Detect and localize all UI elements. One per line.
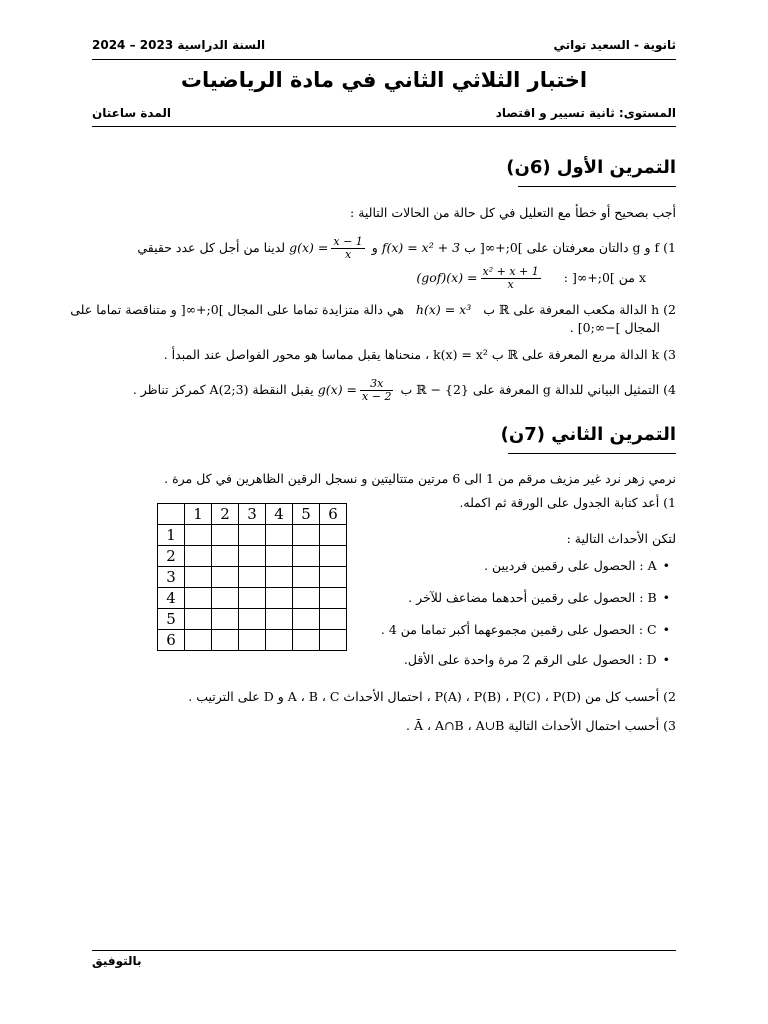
table-cell — [185, 630, 212, 651]
outcomes-table — [157, 503, 347, 651]
ex1-q4-g-denominator: x − 2 — [362, 390, 392, 403]
table-row-header: 1 — [158, 525, 185, 546]
table-cell — [293, 630, 320, 651]
event-a — [484, 557, 670, 575]
ex1-q3-text: k الدالة مربع المعرفة على ℝ ب k(x) = x² ، منحناها يقبل مماسا هو محور الفواصل عند المبدأ . — [163, 347, 660, 362]
ex1-q1-number: 1) — [663, 240, 676, 255]
ex1-q4-part2: يقبل النقطة A(2;3) كمركز تناظر . — [132, 382, 314, 397]
exercise2-title: التمرين الثاني (7ن) — [500, 424, 676, 445]
table-cell — [293, 525, 320, 546]
table-cell — [266, 588, 293, 609]
table-cell — [239, 609, 266, 630]
ex1-q4-g-fraction — [360, 378, 393, 403]
table-cell — [266, 546, 293, 567]
table-cell — [185, 525, 212, 546]
school-name: ثانوية - السعيد تواتي — [553, 38, 676, 52]
events-intro: لتكن الأحداث التالية : — [566, 531, 676, 546]
table-cell — [293, 546, 320, 567]
ex1-q3 — [164, 346, 676, 364]
bullet-icon: • — [662, 622, 670, 637]
table-cell — [320, 630, 347, 651]
table-row-header: 4 — [158, 588, 185, 609]
ex1-q4-g-numerator: 3x — [360, 378, 393, 391]
bullet-icon: • — [662, 558, 670, 573]
ex1-q3-number: 3) — [663, 347, 676, 362]
exercise2-q1: 1) أعد كتابة الجدول على الورقة ثم اكمله. — [459, 495, 676, 510]
ex1-q1-gof-numerator: x² + x + 1 — [482, 265, 539, 278]
ex1-q2-h-def: h(x) = x³ — [415, 302, 472, 317]
ex1-q2-part2: هي دالة متزايدة تماما على المجال ]0;+∞[ و متناقصة تماما على — [70, 302, 404, 317]
event-c — [381, 621, 670, 639]
ex1-q4-part1: التمثيل البياني للدالة g المعرفة على ℝ − {2} ب — [400, 382, 660, 397]
ex1-q1-gof-def — [416, 264, 543, 292]
exam-title: اختبار الثلاثي الثاني في مادة الرياضيات — [180, 68, 588, 92]
bullet-icon: • — [662, 652, 670, 667]
table-col-header: 6 — [320, 504, 347, 525]
exercise2-intro: نرمي زهر نرد غير مزيف مرقم من 1 الى 6 مرتين متتاليتين و نسجل الرقين الظاهرين في كل مرة . — [164, 471, 676, 486]
table-cell — [320, 609, 347, 630]
table-row — [158, 630, 347, 651]
ex1-q4-g-def — [318, 374, 397, 406]
table-cell — [239, 525, 266, 546]
table-cell — [185, 546, 212, 567]
ex1-q1-f-def: f(x) = x² + 3 — [381, 240, 461, 255]
event-c-text: C : الحصول على رقمين مجموعهما أكبر تماما من 4 . — [380, 622, 657, 637]
ex1-q2-number: 2) — [663, 302, 676, 317]
table-cell — [185, 609, 212, 630]
table-cell — [185, 588, 212, 609]
exercise2-underline — [508, 453, 676, 454]
table-cell — [239, 588, 266, 609]
table-cell — [185, 567, 212, 588]
table-row-header: 5 — [158, 609, 185, 630]
exercise2-q2: 2) أحسب كل من P(A) ، P(B) ، P(C) ، P(D) ، احتمال الأحداث A ، B ، C و D على الترتيب . — [188, 689, 676, 704]
table-cell — [239, 567, 266, 588]
table-cell — [212, 546, 239, 567]
event-b — [408, 589, 670, 607]
ex1-q2-line2: المجال ]−∞;0] . — [569, 320, 660, 335]
school-year: السنة الدراسية 2023 – 2024 — [92, 38, 266, 52]
ex1-q1-part2: لدينا من أجل كل عدد حقيقي — [137, 240, 286, 255]
table-cell — [212, 588, 239, 609]
table-cell — [320, 588, 347, 609]
ex1-q1-gof-lhs: (gof)(x) = — [416, 270, 478, 285]
ex1-q4-number: 4) — [663, 382, 676, 397]
duration-label: المدة ساعتان — [92, 106, 172, 120]
exercise1-instruction: أجب بصحيح أو خطأ مع التعليل في كل حالة من الحالات التالية : — [350, 205, 676, 220]
ex1-q1-gof-fraction — [481, 266, 541, 291]
event-a-text: A : الحصول على رقمين فرديين . — [484, 558, 657, 573]
table-cell — [212, 609, 239, 630]
table-row — [158, 588, 347, 609]
ex1-q1-g-denominator: x — [344, 248, 352, 261]
footer-divider — [92, 950, 676, 951]
outcomes-table-body — [158, 504, 347, 651]
table-cell — [293, 567, 320, 588]
table-cell — [293, 609, 320, 630]
table-cell — [212, 567, 239, 588]
table-row-header: 3 — [158, 567, 185, 588]
table-cell — [239, 630, 266, 651]
table-cell — [266, 567, 293, 588]
table-row — [158, 546, 347, 567]
table-cell — [239, 546, 266, 567]
ex1-q1-line1 — [137, 234, 676, 262]
bullet-icon: • — [662, 590, 670, 605]
event-b-text: B : الحصول على رقمين أحدهما مضاعف للآخر . — [408, 590, 657, 605]
ex1-q4 — [133, 374, 676, 406]
table-cell — [266, 525, 293, 546]
ex1-q1-g-numerator: x − 1 — [333, 235, 363, 248]
ex1-q1-line2 — [416, 264, 646, 292]
table-cell — [212, 630, 239, 651]
table-col-header: 2 — [212, 504, 239, 525]
table-col-header: 3 — [239, 504, 266, 525]
subheader-divider — [92, 126, 676, 127]
table-cell — [266, 630, 293, 651]
event-d-text: D : الحصول على الرقم 2 مرة واحدة على الأقل. — [403, 652, 657, 667]
table-col-header: 5 — [293, 504, 320, 525]
table-row — [158, 609, 347, 630]
table-cell — [320, 567, 347, 588]
table-cell — [212, 525, 239, 546]
ex1-q4-g-lhs: g(x) = — [317, 382, 358, 397]
table-row — [158, 525, 347, 546]
event-d — [404, 651, 670, 669]
table-cell — [293, 588, 320, 609]
header-divider — [92, 59, 676, 60]
table-header-row — [158, 504, 347, 525]
table-row-header: 6 — [158, 630, 185, 651]
ex1-q1-g-fraction — [331, 236, 364, 261]
ex1-q2-line1 — [70, 301, 676, 319]
ex1-q1-domain: x من ]0;+∞[ : — [563, 270, 646, 285]
level-label: المستوى: ثانية تسيير و اقتصاد — [495, 106, 676, 120]
exercise1-underline — [518, 186, 676, 187]
ex1-q1-part1: f و g دالتان معرفتان على ]0;+∞[ ب — [464, 240, 660, 255]
ex1-q1-g-def — [289, 234, 368, 262]
ex1-q2-part1: h الدالة مكعب المعرفة على ℝ ب — [483, 302, 660, 317]
table-col-header: 4 — [266, 504, 293, 525]
table-corner-cell — [158, 504, 185, 525]
footer-good-luck: بالتوفيق — [92, 954, 142, 968]
ex1-q1-and: و — [371, 240, 378, 255]
table-row-header: 2 — [158, 546, 185, 567]
ex1-q1-g-lhs: g(x) = — [289, 240, 329, 255]
table-cell — [266, 609, 293, 630]
table-cell — [320, 525, 347, 546]
table-col-header: 1 — [185, 504, 212, 525]
exercise2-q3: 3) أحسب احتمال الأحداث التالية Ā ، A∩B ، A∪B . — [405, 718, 676, 733]
ex1-q1-gof-denominator: x — [507, 278, 514, 291]
table-row — [158, 567, 347, 588]
exercise1-title: التمرين الأول (6ن) — [506, 157, 676, 178]
table-cell — [320, 546, 347, 567]
